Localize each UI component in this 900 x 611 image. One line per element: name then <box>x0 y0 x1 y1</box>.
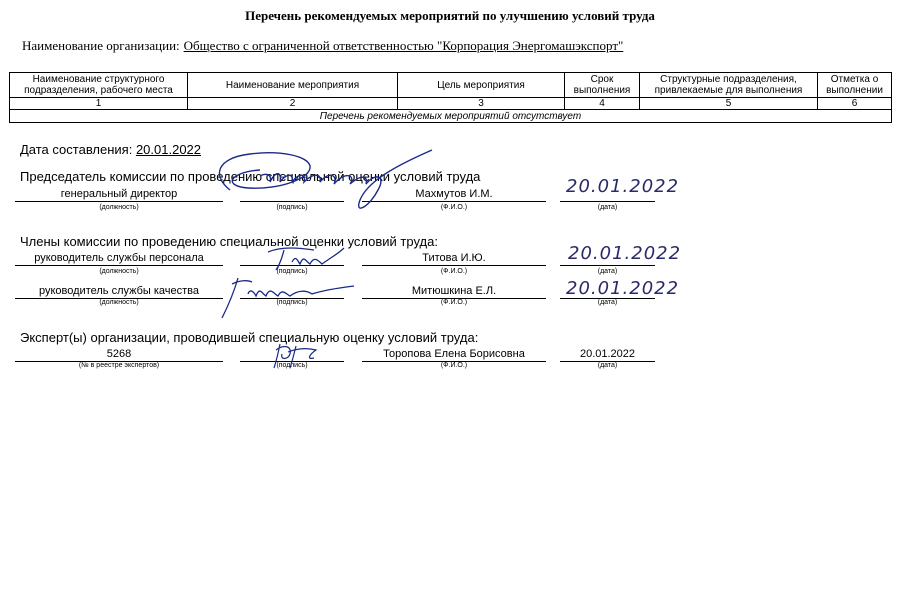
organization-label: Наименование организации: <box>22 38 180 53</box>
chairman-heading: Председатель комиссии по проведению специальной оценки условий труда <box>20 169 481 184</box>
col-header-mark: Отметка о выполнении <box>818 73 892 98</box>
expert-registry-number: 5268 <box>15 348 223 362</box>
member2-signature <box>214 270 364 326</box>
caption-position: (должность) <box>99 299 139 306</box>
expert-date: 20.01.2022 <box>560 348 655 362</box>
member2-handwritten-date: 20.01.2022 <box>566 278 680 299</box>
col-number: 4 <box>565 98 640 110</box>
caption-date: (дата) <box>597 268 618 275</box>
caption-position: (должность) <box>99 268 139 275</box>
col-number: 6 <box>818 98 892 110</box>
col-number: 3 <box>398 98 565 110</box>
table-number-row <box>10 98 892 110</box>
caption-date: (дата) <box>597 204 618 211</box>
col-header-deadline: Срок выполнения <box>565 73 640 98</box>
caption-fio: (Ф.И.О.) <box>440 204 468 211</box>
member2-position: руководитель службы качества <box>15 285 223 299</box>
col-number: 5 <box>640 98 818 110</box>
caption-fio: (Ф.И.О.) <box>440 299 468 306</box>
table-row <box>10 110 892 123</box>
caption-signature: (подпись) <box>276 299 308 306</box>
caption-signature: (подпись) <box>276 268 308 275</box>
organization-name: Общество с ограниченной ответственностью "Корпорация Энергомашэкспорт" <box>183 38 624 53</box>
col-number: 2 <box>188 98 398 110</box>
col-number: 1 <box>10 98 188 110</box>
compiled-date-line <box>20 142 201 157</box>
measures-table <box>9 72 892 123</box>
chairman-position: генеральный директор <box>15 188 223 202</box>
caption-date: (дата) <box>597 299 618 306</box>
empty-list-message: Перечень рекомендуемых мероприятий отсутствует <box>10 110 892 123</box>
caption-fio: (Ф.И.О.) <box>440 362 468 369</box>
col-header-goal: Цель мероприятия <box>398 73 565 98</box>
expert-heading: Эксперт(ы) организации, проводившей специальную оценку условий труда: <box>20 330 479 345</box>
caption-position: (должность) <box>99 204 139 211</box>
chairman-fio: Махмутов И.М. <box>362 188 546 202</box>
col-header-department: Наименование структурного подразделения, рабочего места <box>10 73 188 98</box>
col-header-units: Структурные подразделения, привлекаемые для выполнения <box>640 73 818 98</box>
organization-line <box>22 38 623 54</box>
member1-handwritten-date: 20.01.2022 <box>568 243 682 264</box>
caption-signature: (подпись) <box>276 204 308 211</box>
chairman-signature <box>210 146 440 218</box>
members-heading: Члены комиссии по проведению специальной оценки условий труда: <box>20 234 438 249</box>
caption-fio: (Ф.И.О.) <box>440 268 468 275</box>
expert-signature <box>270 338 330 372</box>
chairman-handwritten-date: 20.01.2022 <box>566 176 680 197</box>
caption-registry: (№ в реестре экспертов) <box>78 362 160 369</box>
member1-position: руководитель службы персонала <box>15 252 223 266</box>
compiled-date-value: 20.01.2022 <box>135 142 202 157</box>
member1-fio: Титова И.Ю. <box>362 252 546 266</box>
compiled-date-label: Дата составления: <box>20 142 133 157</box>
expert-fio: Торопова Елена Борисовна <box>362 348 546 362</box>
page-title: Перечень рекомендуемых мероприятий по улучшению условий труда <box>245 8 655 23</box>
caption-signature: (подпись) <box>276 362 308 369</box>
table-header-row <box>10 73 892 98</box>
caption-date: (дата) <box>597 362 618 369</box>
member2-fio: Митюшкина Е.Л. <box>362 285 546 299</box>
col-header-measure: Наименование мероприятия <box>188 73 398 98</box>
